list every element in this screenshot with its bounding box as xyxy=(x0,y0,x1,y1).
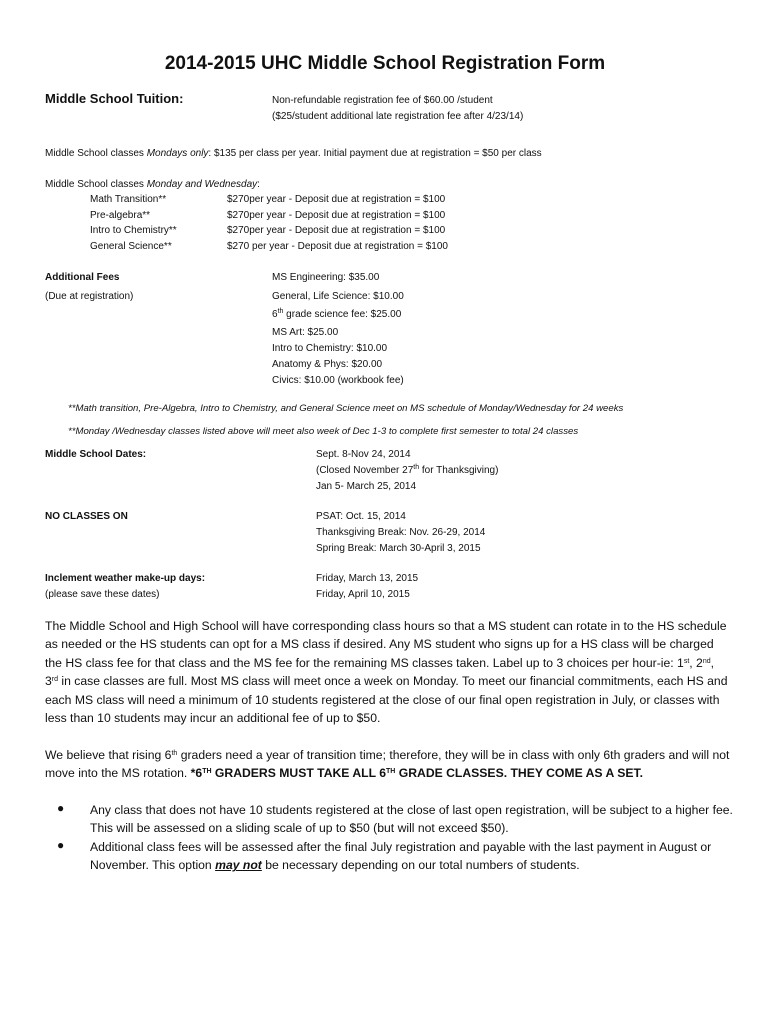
policy-text-c: , 3 xyxy=(45,655,715,689)
notice-b: GRADERS MUST TAKE ALL 6 xyxy=(211,766,386,781)
class-name: Pre-algebra** xyxy=(90,209,151,221)
sixth-grade-paragraph xyxy=(45,746,730,783)
monwed-line xyxy=(45,177,260,192)
form-title: 2014-2015 UHC Middle School Registration Form xyxy=(164,53,606,74)
sup-nd: nd xyxy=(702,657,711,665)
no-class-spring: Spring Break: March 30-April 3, 2015 xyxy=(316,543,481,554)
bullet2-text-b: be necessary depending on our total numbers of students. xyxy=(261,858,580,873)
fee-engineering: MS Engineering: $35.00 xyxy=(272,272,380,283)
fee-art: MS Art: $25.00 xyxy=(272,327,339,338)
fee-chem: Intro to Chemistry: $10.00 xyxy=(272,343,388,354)
sixth-text-b: graders need a year of transition time; therefore, they will be in class with only 6th graders and will not move into the MS rotation. xyxy=(45,748,730,781)
policy-text-b: , 2 xyxy=(689,655,703,670)
class-price: $270 per year - Deposit due at registration = $100 xyxy=(227,240,448,252)
bullet-additional-fees xyxy=(90,838,735,875)
bullet2-text-a: Additional class fees will be assessed after the final July registration and payable with the last payment in August or November. This option xyxy=(90,840,712,873)
bullet-min-students: Any class that does not have 10 students registered at the close of last open registration, will be subject to a higher fee. This will be assessed on a sliding scale of up to $50 (but will not exceed $50). xyxy=(90,803,733,836)
inclement-label: Inclement weather make-up days: xyxy=(45,573,206,584)
mondays-prefix: Middle School classes xyxy=(45,148,147,159)
inclement-sublabel: (please save these dates) xyxy=(45,589,160,600)
class-name: Math Transition** xyxy=(90,194,167,205)
dates-label: Middle School Dates: xyxy=(45,449,147,460)
notice-c: GRADE CLASSES. THEY COME AS A SET. xyxy=(395,766,643,781)
no-classes-label: NO CLASSES ON xyxy=(45,511,128,522)
mondays-only-line xyxy=(45,146,542,161)
mondays-italic: Mondays only xyxy=(146,148,209,159)
makeup-day-2: Friday, April 10, 2015 xyxy=(316,589,410,600)
sup-TH-1: TH xyxy=(202,768,212,776)
bullet-icon: ● xyxy=(57,838,65,852)
policy-text-d: in case classes are full. Most MS class will meet once a week on Monday. To meet our financial commitments, each HS and each MS class will need a minimum of 10 students registered at the close of our final open registration in July, or classes with less than 10 students may incur an additional fee of up to $50. xyxy=(45,674,728,726)
sixth-text: grade science fee: $25.00 xyxy=(283,309,402,320)
late-fee: ($25/student additional late registration fee after 4/23/14) xyxy=(272,111,524,122)
dates-closed-reason: for Thanksgiving) xyxy=(419,465,499,476)
sixth-grade-notice xyxy=(191,766,643,780)
monwed-suffix: : xyxy=(257,179,260,190)
fee-civics: Civics: $10.00 (workbook fee) xyxy=(272,375,404,386)
fee-life-science: General, Life Science: $10.00 xyxy=(272,291,404,302)
sixth-sup: th xyxy=(277,308,284,315)
monwed-class-prices xyxy=(227,192,448,254)
note-dec-week: **Monday /Wednesday classes listed above will meet also week of Dec 1-3 to complete first semester to total 24 classes xyxy=(68,426,579,437)
additional-fees-label: Additional Fees xyxy=(45,272,120,283)
dates-thanksgiving xyxy=(316,463,498,478)
note-24-weeks: **Math transition, Pre-Algebra, Intro to Chemistry, and General Science meet on MS schedule of Monday/Wednesday for 24 weeks xyxy=(68,403,624,414)
additional-fees-sublabel: (Due at registration) xyxy=(45,291,134,302)
registration-fee: Non-refundable registration fee of $60.00 /student xyxy=(272,95,493,106)
bullet2-emphasis: may not xyxy=(215,858,262,873)
sup-st: st xyxy=(683,657,690,665)
sup-rd: rd xyxy=(51,676,59,684)
class-price: $270per year - Deposit due at registration = $100 xyxy=(227,225,446,236)
policy-paragraph xyxy=(45,617,730,727)
class-name: General Science** xyxy=(90,240,172,252)
mondays-suffix: : $135 per class per year. Initial payment due at registration = $50 per class xyxy=(208,148,542,159)
dates-spring: Jan 5- March 25, 2014 xyxy=(316,481,417,492)
fee-anatomy: Anatomy & Phys: $20.00 xyxy=(272,359,383,370)
sixth-number: 6 xyxy=(272,309,278,320)
class-price: $270per year - Deposit due at registration = $100 xyxy=(227,194,446,205)
monwed-class-names xyxy=(90,192,177,254)
fee-sixth-grade xyxy=(272,307,401,322)
no-class-psat: PSAT: Oct. 15, 2014 xyxy=(316,511,406,522)
dates-fall: Sept. 8-Nov 24, 2014 xyxy=(316,449,411,460)
policy-text-a: The Middle School and High School will have corresponding class hours so that a MS student can rotate in to the HS schedule as needed or the HS students can opt for a MS class if desired. Any MS student who signs up for a HS class will be charged the HS class fee for that class and the MS fee for the remaining MS classes taken. Label up to 3 choices per hour-ie: 1 xyxy=(45,619,727,670)
class-price: $270per year - Deposit due at registration = $100 xyxy=(227,209,446,221)
class-name: Intro to Chemistry** xyxy=(90,225,177,236)
monwed-prefix: Middle School classes xyxy=(45,179,147,190)
no-class-thanksgiving: Thanksgiving Break: Nov. 26-29, 2014 xyxy=(316,527,486,538)
sup-th: th xyxy=(171,750,178,757)
monwed-italic: Monday and Wednesday xyxy=(146,179,258,190)
sixth-text-a: We believe that rising 6 xyxy=(45,748,172,762)
makeup-day-1: Friday, March 13, 2015 xyxy=(316,573,419,584)
dates-sup: th xyxy=(413,464,420,471)
dates-closed-text: (Closed November 27 xyxy=(316,465,414,476)
tuition-label: Middle School Tuition: xyxy=(45,91,184,106)
notice-a: *6 xyxy=(190,766,203,781)
bullet-icon: ● xyxy=(57,801,65,815)
sup-TH-2: TH xyxy=(386,768,396,776)
